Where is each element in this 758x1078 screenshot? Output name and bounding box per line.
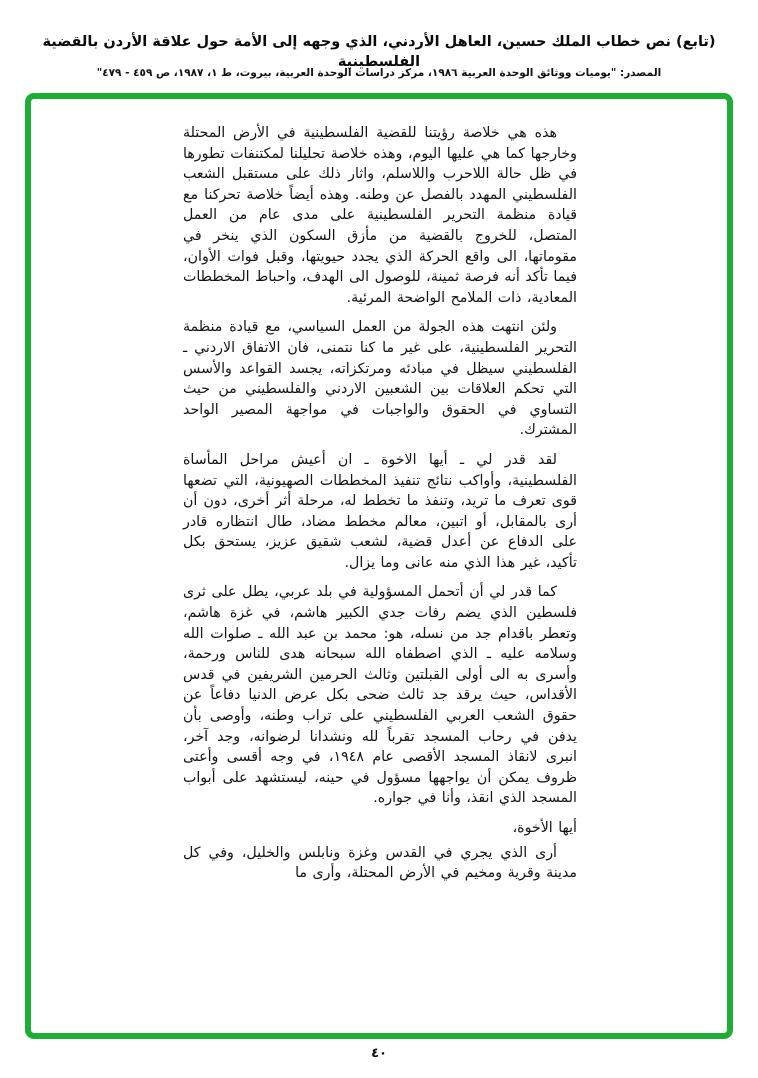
body-text xyxy=(183,123,577,893)
paragraph: هذه هي خلاصة رؤيتنا للقضية الفلسطينية في الأرض المحتلة وخارجها كما هي عليها اليوم، وهذه خلاصة تحليلنا لمكتنفات تطورها في ظل حالة اللاحرب واللاسلم، واثار ذلك على مستقبل الشعب الفلسطيني المهدد بالفصل عن وطنه. وهذه أيضاً خلاصة تحركنا مع قيادة منظمة التحرير الفلسطينية على مدى عام من العمل المتصل، للخروج بالقضية من مأزق السكون الذي ينخر في مقوماتها، الى واقع الحركة الذي يجدد حيويتها، وقبل فوات الأوان، فيما تأكد أنه فرصة ثمينة، للوصول الى الهدف، واحباط المخططات المعادية، ذات الملامح الواضحة المرئية. xyxy=(183,125,577,306)
source-citation: المصدر: "يوميات ووثائق الوحدة العربية ١٩٨٦، مركز دراسات الوحدة العربية، بيروت، ط ١، ١٩٨٧، ص ٤٥٩ - ٤٧٩" xyxy=(96,67,662,79)
paragraph: أرى الذي يجري في القدس وغزة ونابلس والخليل، وفي كل مدينة وقرية ومخيم في الأرض المحتلة، وأرى ما xyxy=(183,844,577,882)
page-number: ٤٠ xyxy=(371,1046,387,1061)
paragraph: ولئن انتهت هذه الجولة من العمل السياسي، مع قيادة منظمة التحرير الفلسطينية، على غير ما كنا نتمنى، فان الاتفاق الاردني ـ الفلسطيني سيظل في مبادئه ومرتكزاته، يجسد القواعد والأسس التي تحكم العلاقات بين الشعبين الاردني والفلسطيني من حيث التساوي في الحقوق والواجبات في مواجهة المصير الواحد المشترك. xyxy=(183,319,577,439)
page-frame xyxy=(25,93,733,1039)
paragraph: كما قدر لي أن أتحمل المسؤولية في بلد عربي، يطل على ثرى فلسطين الذي يضم رفات جدي الكبير هاشم، في غزة هاشم، وتعطر باقدام جد من نسله، هو: محمد بن عبد الله ـ صلوات الله وسلامه عليه ـ الذي اصطفاه الله سبحانه هدى للناس ورحمة، وأسرى به الى أولى القبلتين وثالث الحرمين الشريفين في قدس الأقداس، حيث يرقد جد ثالث ضحى بكل عرض الدنيا دفاعاً عن حقوق الشعب العربي الفلسطيني على تراب وطنه، وأوصى بأن يدفن في رحاب المسجد تقرباً لله ونشدانا لرضوانه، وجد آخر، انبرى لانقاذ المسجد الأقصى عام ١٩٤٨، في وجه أقسى وأعتى ظروف يمكن أن يواجهها مسؤول في حينه، ليستشهد على أبواب المسجد الذي انقذ، وأنا في جواره. xyxy=(183,584,577,807)
paragraph-salutation: أيها الأخوة، xyxy=(512,820,577,836)
page-title: (تابع) نص خطاب الملك حسين، العاهل الأردني، الذي وجهه إلى الأمة حول علاقة الأردن بالقضية الفلسطينية xyxy=(42,34,716,70)
paragraph: لقد قدر لي ـ أيها الاخوة ـ ان أعيش مراحل المأساة الفلسطينية، وأواكب نتائج تنفيذ المخططات الصهيونية، التي تضعها قوى تعرف ما تريد، وتنفذ ما تخطط له، مرحلة أثر أخرى، دون أن أرى بالمقابل، أو اتبين، معالم مخطط مضاد، طال انتظاره قادر على الدفاع عن أعدل قضية، لشعب شقيق عزيز، يستحق بكل تأكيد، غير هذا الذي منه عانى وما يزال. xyxy=(183,451,577,571)
